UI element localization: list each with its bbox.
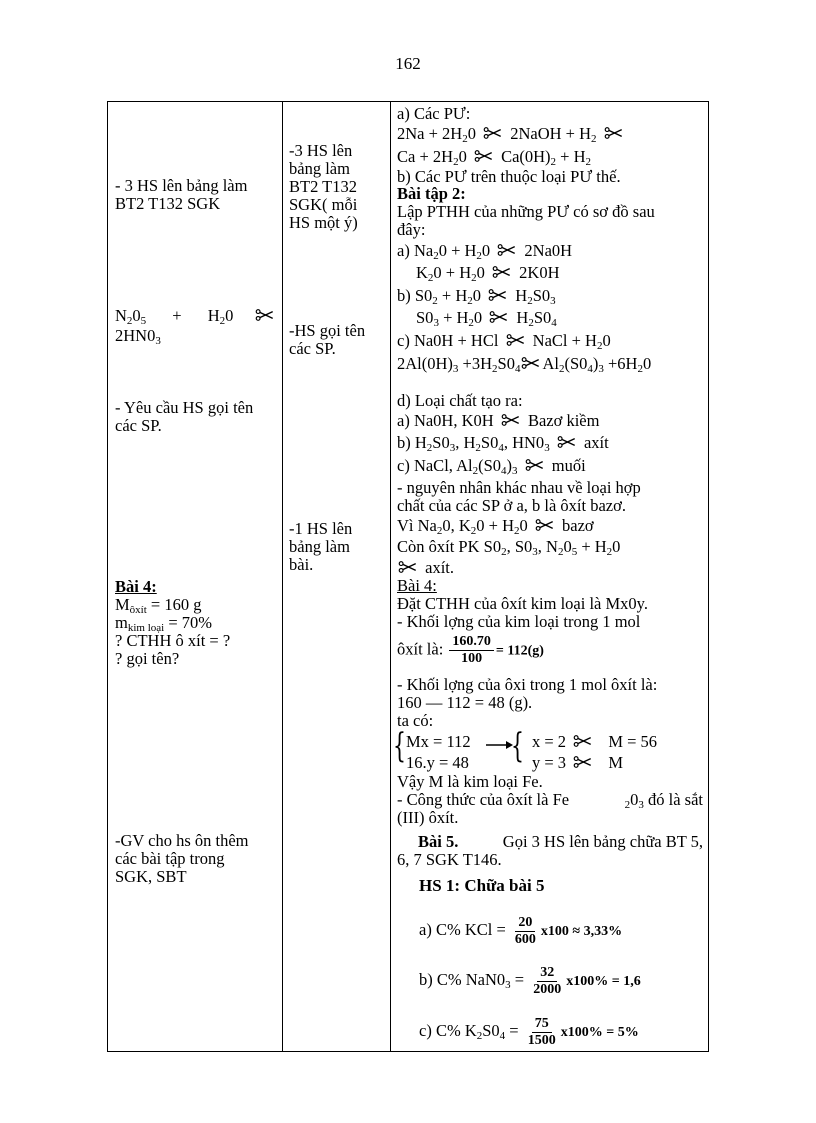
reason-line2: chất của các SP ở a, b là ôxít bazơ. — [397, 496, 626, 515]
student-bt2-line4: SGK( mỗi — [289, 195, 358, 214]
exercise-2-instruction-2: đây: — [397, 220, 426, 239]
student-bt2-line3: BT2 T132 — [289, 177, 357, 196]
arrow-icon — [603, 127, 625, 139]
arrow-icon — [487, 289, 509, 301]
product-type-heading: d) Loại chất tạo ra: — [397, 391, 523, 410]
bai4-we-have: ta có: — [397, 711, 434, 730]
exercise-2-heading: Bài tập 2: — [397, 184, 466, 203]
arrow-icon — [488, 311, 510, 323]
bai4-oxygen-calc: 160 — 112 = 48 (g). — [397, 693, 533, 712]
student-name-line2: các SP. — [289, 339, 336, 358]
product-type-salt: c) NaCl, $Al_2(S0_4)_3$ muối — [397, 456, 586, 477]
arrow-icon — [534, 519, 556, 531]
arrow-icon — [572, 756, 594, 768]
n2o5-product: $2HN0_3$ — [115, 326, 161, 347]
arrow-icon — [473, 150, 495, 162]
bai4-given-mkl: $m_{kim loại} = 70\%$ — [115, 613, 213, 634]
teacher-review-line3: SGK, SBT — [115, 867, 187, 886]
arrow-icon — [524, 459, 546, 471]
system-eq-2: 16.y = 48 — [406, 753, 469, 772]
system-eq-1: Mx = 112 — [406, 732, 471, 751]
reaction-naoh-hcl: c) Na0H + HCl NaCl + $H_20$ — [397, 331, 611, 352]
arrow-icon — [496, 244, 518, 256]
nano3-fraction: $\frac{32}{2000}$ — [533, 964, 562, 997]
teacher-review-line2: các bài tập trong — [115, 849, 225, 868]
because-line: Vì $Na_20$, $K_20 + H_20$ bazơ — [397, 516, 594, 537]
bai4-formula-assumption: Đặt CTHH của ôxít kim loại là Mx0y. — [397, 594, 648, 613]
right-brace: { — [511, 726, 524, 766]
solution-y: y = 3 M — [532, 753, 623, 772]
teacher-request-line2: các SP. — [115, 416, 162, 435]
bai4-oxygen-mass-line: - Khối lợng của ôxi trong 1 mol ôxít là: — [397, 675, 658, 694]
bai4-question-1: ? CTHH ô xít = ? — [115, 631, 231, 650]
reaction-so3: $S0_3 + H_20$ $H_2S0_4$ — [416, 308, 557, 329]
bai4-heading: Bài 4: — [115, 577, 157, 596]
bai4-solution-heading: Bài 4: — [397, 576, 437, 595]
student-board-line3: bài. — [289, 555, 314, 574]
solution-x: x = 2 M = 56 — [532, 732, 658, 751]
hs1-heading: HS 1: Chữa bài 5 — [419, 876, 545, 895]
arrow-icon — [397, 561, 419, 573]
student-bt2-line5: HS một ý) — [289, 213, 358, 232]
reaction-ca-water: $Ca + 2H_20$ $Ca(0H)_2 + H_2$ — [397, 147, 592, 168]
exercise-2-instruction-1: Lập PTHH của những PƯ có sơ đồ sau — [397, 202, 655, 221]
column-divider — [282, 102, 283, 1051]
calc-k2so4: c) C% $K_2S0_4$ = $\frac{75}{1500}$ x100% = 5% — [419, 1015, 639, 1048]
bai4-given-m: $M_{ôxít} = 160$ g — [115, 595, 202, 616]
bai4-formula-line: - Công thức của ôxít là Fe $_20_3$ đó là sắt — [397, 790, 703, 811]
arrow-icon — [491, 266, 513, 278]
arrow-icon — [572, 735, 594, 747]
bai4-metal-mass-line1: - Khối lợng của kim loại trong 1 mol — [397, 612, 641, 631]
bai4-question-2: ? gọi tên? — [115, 649, 180, 668]
reactions-heading: a) Các PƯ: — [397, 104, 471, 123]
student-board-line1: -1 HS lên — [289, 519, 353, 538]
teacher-request-line1: - Yêu cầu HS gọi tên — [115, 398, 254, 417]
reaction-aloh3: $2Al(0H)_3 +3H_2S0_4$ $Al_2(S0_4)_3 +6H_20$ — [397, 354, 652, 375]
teacher-task-bt2-line1: - 3 HS lên bảng làm — [115, 176, 248, 195]
reaction-so2: b) $S0_2 + H_20$ $H_2S0_3$ — [397, 286, 556, 307]
arrow-icon — [520, 357, 542, 369]
calc-nano3: b) C% $NaN0_3$ = $\frac{32}{2000}$ x100% = 1,6 — [419, 964, 641, 997]
student-bt2-line2: bảng làm — [289, 159, 350, 178]
teacher-review-line1: -GV cho hs ôn thêm — [115, 831, 249, 850]
column-divider — [390, 102, 391, 1051]
reaction-na2o: a) $Na_20 + H_20$ 2Na0H — [397, 241, 573, 262]
nonmetal-oxide-line: Còn ôxít PK $S0_2$, $S0_3$, $N_20_5 + H_20$ — [397, 537, 621, 558]
k2so4-fraction: $\frac{75}{1500}$ — [527, 1015, 556, 1048]
page-number: 162 — [395, 54, 421, 73]
student-bt2-line1: -3 HS lên — [289, 141, 353, 160]
product-type-acid: b) $H_2S0_3$, $H_2S0_4$, $HN0_3$ axít — [397, 433, 609, 454]
metal-mass-fraction: $\frac{160.70}{100}$ — [449, 634, 494, 667]
lesson-table — [107, 101, 709, 1052]
reason-line1: - nguyên nhân khác nhau về loại hợp — [397, 478, 641, 497]
bai5-line1: Bài 5. Gọi 3 HS lên bảng chữa BT 5, — [418, 832, 703, 851]
implies-arrow-icon — [486, 739, 514, 751]
bai5-line2: 6, 7 SGK T146. — [397, 850, 502, 869]
bai4-metal-mass-line2: ôxít là: $\frac{160.70}{100}$ = 112(g) — [397, 634, 544, 666]
teacher-task-bt2-line2: BT2 T132 SGK — [115, 194, 221, 213]
arrow-icon — [254, 309, 276, 321]
acid-result-line: axít. — [397, 559, 454, 576]
bai4-conclusion-metal: Vậy M là kim loại Fe. — [397, 772, 543, 791]
arrow-icon — [482, 127, 504, 139]
calc-kcl: a) C% KCl = $\frac{20}{600}$ x100 ≈ 3,33% — [419, 914, 623, 947]
left-brace: { — [393, 726, 406, 766]
kcl-fraction: $\frac{20}{600}$ — [514, 914, 536, 947]
reaction-na-water: $2Na + 2H_20$ 2NaOH + $H_2$ — [397, 125, 627, 142]
student-name-line1: -HS gọi tên — [289, 321, 366, 340]
reaction-type-note: b) Các PƯ trên thuộc loại PƯ thế. — [397, 167, 621, 186]
product-type-base: a) Na0H, K0H Bazơ kiềm — [397, 411, 600, 430]
bai4-formula-name: (III) ôxít. — [397, 808, 459, 827]
student-board-line2: bảng làm — [289, 537, 350, 556]
n2o5-reaction: $N_20_5 + H_20$ — [115, 307, 277, 324]
arrow-icon — [500, 414, 522, 426]
reaction-k2o: $K_20 + H_20$ 2K0H — [416, 263, 560, 284]
arrow-icon — [556, 436, 578, 448]
arrow-icon — [505, 334, 527, 346]
